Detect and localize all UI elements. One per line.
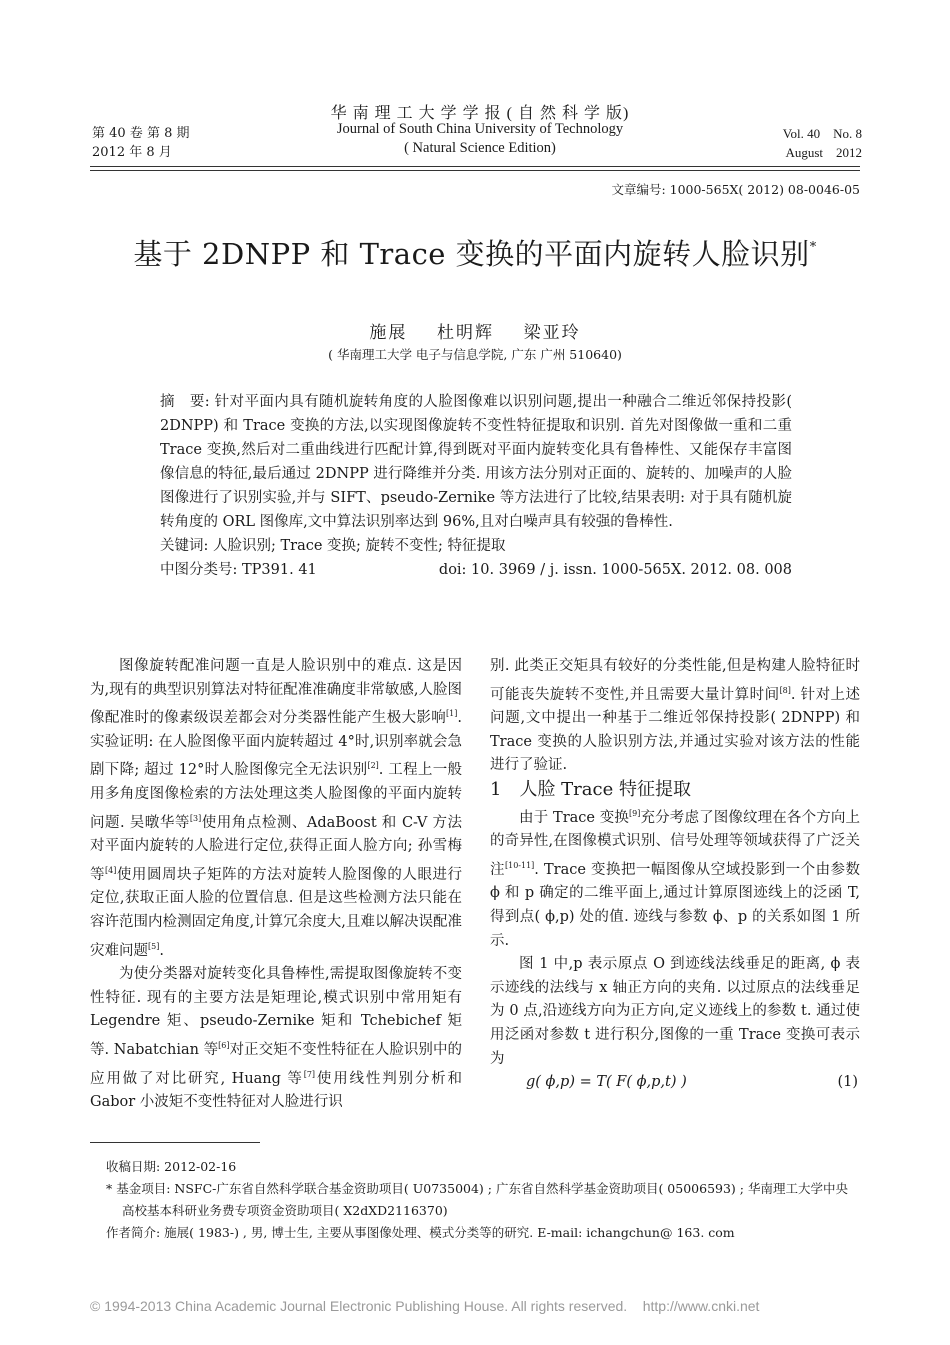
footnote-rule xyxy=(90,1142,260,1143)
volume-cn: 第 40 卷 第 8 期 xyxy=(92,126,190,141)
classification-row xyxy=(160,558,792,582)
authors: 施展 杜明辉 梁亚玲 xyxy=(369,323,581,343)
citation: [7] xyxy=(303,1069,316,1079)
intro-paragraph-3: 别. 此类正交矩具有较好的分类性能,但是构建人脸特征时可能丧失旋转不变性,并且需要大量计算时间[8]. 针对上述问题,文中提出一种基于二维近邻保持投影( 2DNPP) 和 Trace 变换的人脸识别方法,并通过实验对该方法的性能进行了验证. xyxy=(490,658,861,774)
equation-1 xyxy=(490,1071,860,1095)
citation: [10-11] xyxy=(504,860,535,870)
intro-paragraph-2: 为使分类器对旋转变化具鲁棒性,需提取图像旋转不变性特征. 现有的主要方法是矩理论,模式识别中常用矩有 Legendre 矩、pseudo-Zernike 矩和 Tchebichef 矩等. Nabatchian 等[6]对正交矩不变性特征在人脸识别中的应用做了对比研究, Huang 等[7]使用线性判别分析和 Gabor 小波矩不变性特征对人脸进行识 xyxy=(90,966,463,1111)
date-cn: 2012 年 8 月 xyxy=(92,145,172,160)
journal-edition: ( Natural Science Edition) xyxy=(404,140,556,156)
affiliation: ( 华南理工大学 电子与信息学院, 广东 广州 510640) xyxy=(328,347,622,362)
volume-en: Vol. 40 No. 8 xyxy=(782,126,862,141)
journal-title-en: Journal of South China University of Technology xyxy=(336,121,624,137)
intro-paragraph-1: 图像旋转配准问题一直是人脸识别中的难点. 这是因为,现有的典型识别算法对特征配准准确度非常敏感,人脸图像配准时的像素级误差都会对分类器性能产生极大影响[1]. 实验证明: 在人脸图像平面内旋转超过 4°时,识别率就会急剧下降; 超过 12°时人脸图像完全无法识别[2]. 工程上一般用多角度图像检索的方法处理这类人脸图像的平面内旋转问题. 吴暾华等[3]使用角点检测、AdaBoost 和 C-V 方法对平面内旋转的人脸进行定位,获得正面人脸方向; 孙雪梅等[4]使用圆周块子矩阵的方法对旋转人脸图像的人眼进行定位,获取正面人脸的位置信息. 但是这些检测方法只能在容许范围内检测固定角度,计算冗余度大,且难以解决误配准灾难问题[5]. xyxy=(90,658,463,959)
equation-body: g( ϕ,p) = T( F( ϕ,p,t) ) xyxy=(526,1074,687,1091)
left-column xyxy=(90,655,462,1115)
header-rule-bottom xyxy=(90,170,860,171)
trace-paragraph-2: 图 1 中,p 表示原点 O 到迹线法线垂足的距离, ϕ 表示迹线的法线与 x 轴正方向的夹角. 以过原点的法线垂足为 0 点,沿迹线方向为正方向,定义迹线上的参数 t. 通过使用泛函对参数 t 进行积分,图像的一重 Trace 变换可表示为 xyxy=(490,956,860,1067)
footnotes xyxy=(90,1156,860,1244)
abstract-text: 摘 要: 针对平面内具有随机旋转角度的人脸图像难以识别问题,提出一种融合二维近邻保持投影( 2DNPP) 和 Trace 变换的方法,以实现图像旋转不变性特征提取和识别. 首先对图像做一重和二重 Trace 变换,然后对二重曲线进行匹配计算,得到既对平面内旋转变化具有鲁棒性、又能保存丰富图像信息的特征,最后通过 2DNPP 进行降维并分类. 用该方法分别对正面的、旋转的、加噪声的人脸图像进行了识别实验,并与 SIFT、pseudo-Zernike 等方法进行了比较,结果表明: 对于具有随机旋转角度的 ORL 图像库,文中算法识别率达到 96%,且对白噪声具有较强的鲁棒性. xyxy=(160,394,792,530)
fund-note: * 基金项目: NSFC-广东省自然科学联合基金资助项目( U0735004) ; 广东省自然科学基金资助项目( 05006593) ; 华南理工大学中央高校基本科研业务费专项资金资助项目( X2dXD2116370) xyxy=(106,1181,848,1218)
header-rule-top xyxy=(90,166,860,167)
trace-paragraph-1: 由于 Trace 变换[9]充分考虑了图像纹理在各个方向上的奇异性,在图像模式识别、信号处理等领域获得了广泛关注[10-11]. Trace 变换把一幅图像从空域投影到一个由参数 ϕ 和 p 确定的二维平面上,通过计算原图迹线上的泛函 T,得到点( ϕ,p) 处的值. 迹线与参数 ϕ、p 的关系如图 1 所示. xyxy=(490,808,861,949)
citation: [1] xyxy=(446,709,458,719)
title-footnote-mark: * xyxy=(809,240,817,255)
author-bio: 作者简介: 施展( 1983-) , 男, 博士生, 主要从事图像处理、模式分类等的研究. E-mail: ichangchun@ 163. com xyxy=(106,1225,735,1240)
right-column xyxy=(490,655,860,1095)
received-date: 收稿日期: 2012-02-16 xyxy=(106,1159,237,1174)
citation: [9] xyxy=(629,808,641,818)
citation: [3] xyxy=(189,813,202,823)
copyright-watermark: © 1994-2013 China Academic Journal Electronic Publishing House. All rights reserved. http://www.cnki.net xyxy=(90,1298,760,1314)
journal-title-cn: 华 南 理 工 大 学 学 报 ( 自 然 科 学 版) xyxy=(330,105,630,122)
citation: [5] xyxy=(148,941,160,951)
paper-title: 基于 2DNPP 和 Trace 变换的平面内旋转人脸识别* xyxy=(133,237,817,271)
equation-number: (1) xyxy=(837,1074,858,1091)
date-en: August 2012 xyxy=(785,145,862,160)
section-heading-1: 1 人脸 Trace 特征提取 xyxy=(490,778,691,800)
citation: [6] xyxy=(218,1040,230,1050)
citation: [4] xyxy=(105,865,117,875)
citation: [2] xyxy=(367,761,379,771)
abstract-block xyxy=(160,390,792,582)
keywords: 关键词: 人脸识别; Trace 变换; 旋转不变性; 特征提取 xyxy=(160,538,506,554)
article-number: 文章编号: 1000-565X( 2012) 08-0046-05 xyxy=(611,182,860,197)
citation: [8] xyxy=(779,685,791,695)
clc-number: 中图分类号: TP391. 41 xyxy=(160,562,317,578)
doi: doi: 10. 3969 / j. issn. 1000-565X. 2012. 08. 008 xyxy=(438,562,792,578)
